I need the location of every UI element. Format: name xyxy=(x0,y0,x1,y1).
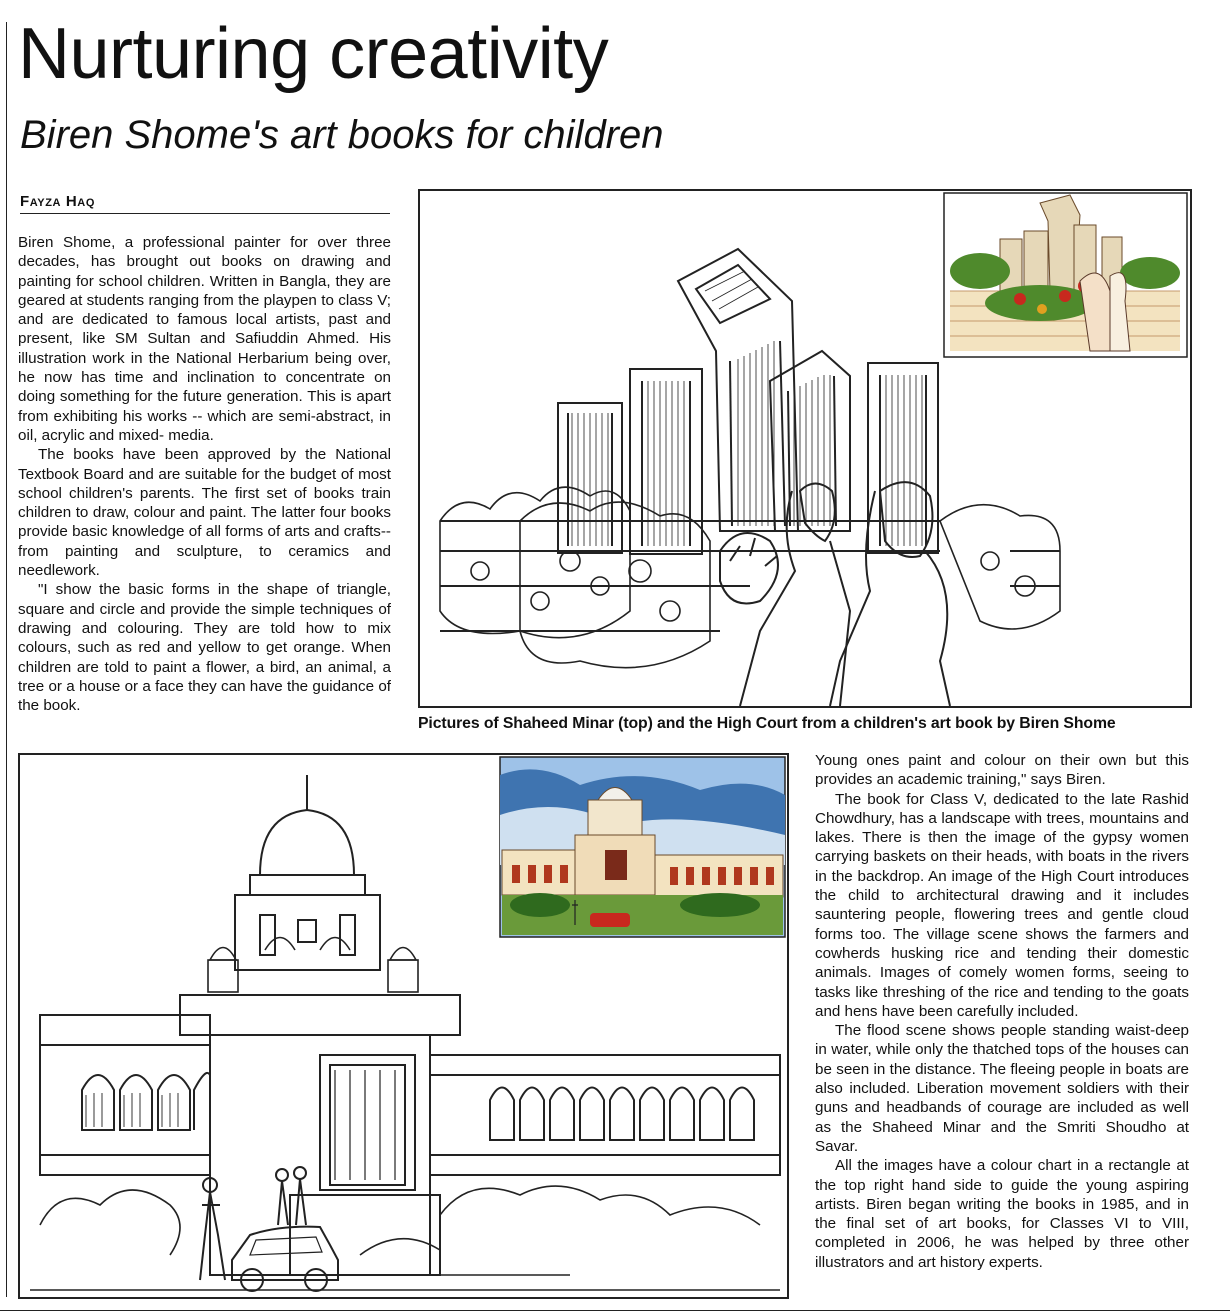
left-column-rule xyxy=(6,22,7,1297)
plinth-lines xyxy=(440,521,1060,631)
colour-chart-inset xyxy=(944,193,1187,357)
headline: Nurturing creativity xyxy=(18,14,609,94)
paragraph: The flood scene shows people standing waist-deep in water, while only the thatched tops of the houses can be seen in the distance. The fleeing people in boats are also included. Liberation movement soldiers with their guns and headbands of courage are included as well as the Shaheed Minar and the Smriti Shoudho at Savar. xyxy=(815,1022,1189,1155)
subheadline: Biren Shome's art books for children xyxy=(20,113,664,157)
paragraph: Biren Shome, a professional painter for over three decades, has brought out books on drawing and painting for school children. Written in Bangla, they are geared at students ranging from the playpen to class V; and are dedicated to famous local artists, past and present, like SM Sultan and Safiuddin Ahmed. His illustration work in the National Herbarium being over, he now has time and inclination to concentrate on doing something for the future generation. This is apart from exhibiting his works -- which are semi-abstract, in oil, acrylic and mixed- media. xyxy=(18,234,391,444)
figure-caption: Pictures of Shaheed Minar (top) and the High Court from a children's art book by Biren Shome xyxy=(418,715,1116,732)
shaheed-minar-illustration xyxy=(418,189,1192,708)
central-tower xyxy=(180,995,460,1275)
body-column-right xyxy=(815,751,1189,1272)
left-wing xyxy=(40,1015,210,1175)
body-column-left xyxy=(18,233,391,715)
two-women-figures xyxy=(720,482,950,706)
paragraph: "I show the basic forms in the shape of triangle, square and circle and provide the simple techniques of drawing and colouring. They are told how to mix colours, such as red and yellow to get orange. When children are told to paint a flower, a bird, an animal, a tree or a house or a face they can have the guidance of the book. xyxy=(18,581,391,715)
paragraph: The book for Class V, dedicated to the late Rashid Chowdhury, has a landscape with trees, mountains and lakes. There is then the image of the gypsy women carrying baskets on their heads, with boats in the rivers in the backdrop. An image of the High Court introduces the child to architectural drawing and it includes sauntering people, flowering trees and gentle cloud forms too. The village scene shows the farmers and cowherds husking rice and tending their domestic animals. Images of comely women forms, seeing to tasks like threshing of the rice and tending to the goats and hens have been carefully included. xyxy=(815,790,1189,1020)
right-wing xyxy=(430,1055,780,1175)
paragraph: The books have been approved by the National Textbook Board and are suitable for the budget of most school children's parents. The first set of books train children to draw, colour and paint. The latter four books provide basic knowledge of all forms of arts and crafts-- from painting and sculpture, to ceramics and needlework. xyxy=(18,446,391,580)
bottom-page-rule xyxy=(0,1310,1230,1311)
paragraph: Young ones paint and colour on their own but this provides an academic training," says Biren. xyxy=(815,752,1189,789)
paragraph: All the images have a colour chart in a rectangle at the top right hand side to guide the young aspiring artists. Biren began writing the books in 1985, and in the final set of art books, for Classes VI to VIII, completed in 2006, he was helped by three other illustrators and art history experts. xyxy=(815,1157,1189,1271)
trees-and-ground xyxy=(30,1186,780,1290)
byline: Fayza Haq xyxy=(20,193,390,214)
people-and-car xyxy=(200,1167,338,1291)
dome xyxy=(235,775,380,970)
pillar-grilles xyxy=(572,271,922,546)
colour-chart-inset xyxy=(500,757,785,937)
side-cupolas xyxy=(208,938,418,993)
high-court-illustration xyxy=(18,753,789,1299)
